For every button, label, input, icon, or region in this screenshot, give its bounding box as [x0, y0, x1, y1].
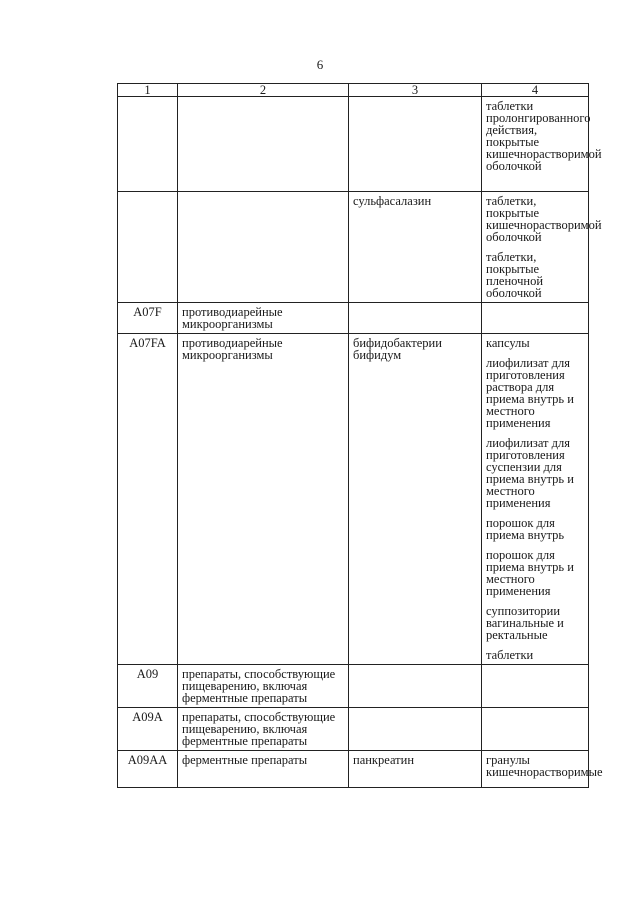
group-cell: препараты, способствующие пищеварению, включая ферментные препараты: [178, 708, 349, 751]
substance-cell: бифидобактерии бифидум: [349, 334, 482, 665]
substance-cell: панкреатин: [349, 751, 482, 788]
table-row: [118, 97, 589, 192]
dosage-form: порошок для приема внутрь: [486, 516, 565, 542]
atc-code-cell: A07F: [118, 303, 178, 334]
dosage-form: таблетки, покрытые пленочной оболочкой: [486, 250, 544, 300]
column-header-3: 3: [349, 84, 482, 97]
group-cell: [178, 97, 349, 192]
atc-code-cell: [118, 192, 178, 303]
group-cell: противодиарейные микроорганизмы: [178, 334, 349, 665]
dosage-form: суппозитории вагинальные и ректальные: [486, 604, 564, 642]
substance-cell: [349, 97, 482, 192]
column-header-1: 1: [118, 84, 178, 97]
table-row: [118, 751, 589, 788]
dosage-form: таблетки: [486, 648, 534, 662]
substance-cell: [349, 708, 482, 751]
atc-code-cell: A09: [118, 665, 178, 708]
column-header-4: 4: [482, 84, 589, 97]
column-header-2: 2: [178, 84, 349, 97]
table-row: [118, 334, 589, 665]
group-cell: [178, 192, 349, 303]
substance-cell: сульфасалазин: [349, 192, 482, 303]
dosage-form: лиофилизат для приготовления раствора для приема внутрь и местного применения: [486, 356, 574, 430]
atc-code-cell: A09AA: [118, 751, 178, 788]
dosage-form: гранулы кишечнорастворимые: [486, 753, 603, 779]
atc-code-cell: A07FA: [118, 334, 178, 665]
dosage-form: порошок для приема внутрь и местного применения: [486, 548, 574, 598]
table-row: [118, 303, 589, 334]
group-cell: препараты, способствующие пищеварению, включая ферментные препараты: [178, 665, 349, 708]
table-header-row: [118, 84, 589, 97]
substance-cell: [349, 665, 482, 708]
group-cell: противодиарейные микроорганизмы: [178, 303, 349, 334]
dosage-forms-cell: [482, 303, 589, 334]
table-row: [118, 708, 589, 751]
dosage-form: капсулы: [486, 336, 530, 350]
dosage-form: таблетки, покрытые кишечнорастворимой оболочкой: [486, 194, 602, 244]
group-cell: ферментные препараты: [178, 751, 349, 788]
dosage-forms-cell: [482, 97, 602, 192]
dosage-forms-cell: [482, 192, 602, 303]
dosage-forms-cell: [482, 751, 603, 788]
atc-code-cell: A09A: [118, 708, 178, 751]
dosage-forms-cell: [482, 665, 589, 708]
table-row: [118, 192, 589, 303]
substance-cell: [349, 303, 482, 334]
dosage-form: лиофилизат для приготовления суспензии для приема внутрь и местного применения: [486, 436, 574, 510]
atc-code-cell: [118, 97, 178, 192]
page-number: 6: [316, 57, 324, 72]
drug-table: [117, 83, 603, 788]
dosage-form: таблетки пролонгированного действия, покрытые кишечнорастворимой оболочкой: [486, 99, 602, 173]
table-row: [118, 665, 589, 708]
dosage-forms-cell: [482, 708, 589, 751]
dosage-forms-cell: [482, 334, 589, 665]
